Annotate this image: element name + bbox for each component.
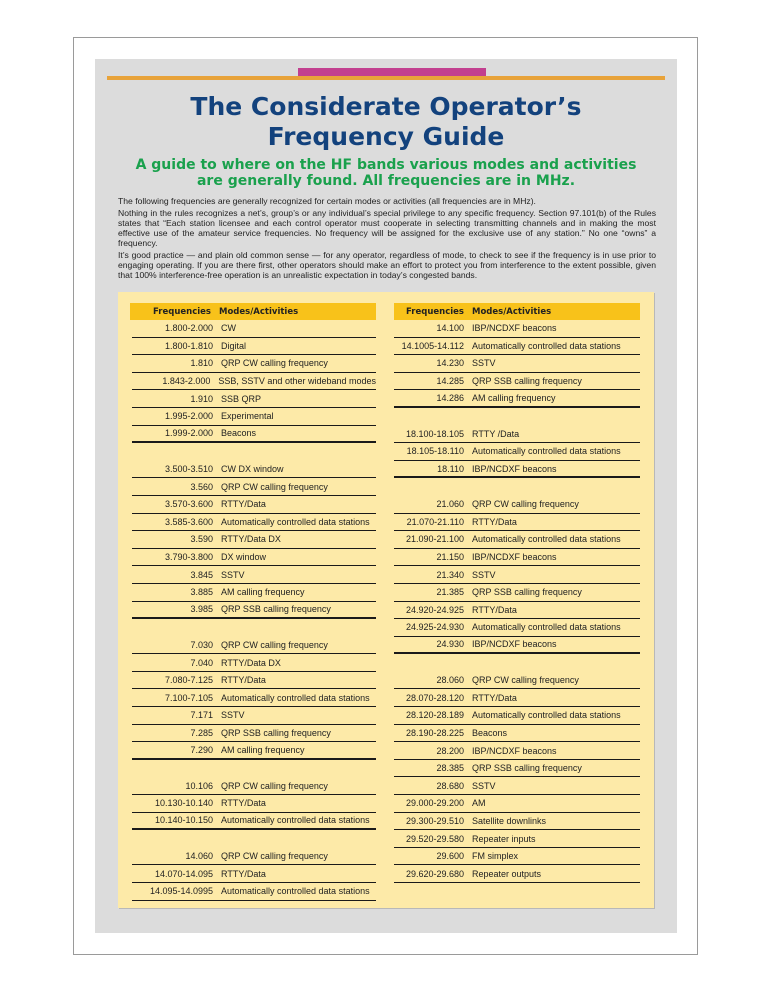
left-column [118,303,384,901]
accent-bar [298,68,486,76]
table-row [132,672,376,690]
mode-cell: QRP CW calling frequency [472,675,579,686]
title-line-2: Frequency Guide [267,122,505,151]
table-row [132,725,376,743]
frequency-cell: 3.570-3.600 [164,499,213,510]
header-frequencies: Frequencies [153,306,211,317]
table-header [130,303,376,320]
table-row [132,566,376,584]
table-row [394,672,640,690]
table-row [394,549,640,567]
mode-cell: Automatically controlled data stations [221,516,370,527]
frequency-cell: 28.200 [436,745,464,756]
frequency-cell: 3.500-3.510 [164,464,213,475]
mode-cell: Repeater inputs [472,833,536,844]
mode-cell: IBP/NCDXF beacons [472,552,557,563]
mode-cell: Automatically controlled data stations [472,446,621,457]
frequency-cell: 18.110 [437,463,464,474]
table-row [132,813,376,831]
header-modes: Modes/Activities [219,306,299,317]
header-modes: Modes/Activities [472,306,552,317]
table-row [132,654,376,672]
table-row [394,707,640,725]
mode-cell: QRP CW calling frequency [472,499,579,510]
frequency-cell: 28.680 [436,780,464,791]
right-column [394,303,648,883]
table-row [394,531,640,549]
frequency-cell: 29.620-29.680 [405,868,464,879]
mode-cell: Repeater outputs [472,868,542,879]
table-row [394,514,640,532]
mode-cell: SSTV [221,710,245,721]
mode-cell: Automatically controlled data stations [221,886,370,897]
frequency-cell: 28.120-28.189 [405,710,464,721]
frequency-cell: 10.130-10.140 [154,798,213,809]
mode-cell: Automatically controlled data stations [221,692,370,703]
mode-cell: QRP CW calling frequency [221,358,328,369]
mode-cell: IBP/NCDXF beacons [472,463,557,474]
table-row [132,830,376,848]
frequency-cell: 14.230 [436,358,464,369]
intro-paragraph: The following frequencies are generally recognized for certain modes or activities (all frequencies are in MHz). [118,196,536,206]
table-row [394,742,640,760]
frequency-cell: 21.385 [436,587,464,598]
frequency-cell: 7.040 [190,657,213,668]
frequency-cell: 21.070-21.110 [406,516,464,527]
mode-cell: Digital [221,340,247,351]
table-header [394,303,640,320]
frequency-cell: 14.070-14.095 [154,868,213,879]
table-row [132,760,376,778]
intro-text [118,196,656,282]
frequency-cell: 7.080-7.125 [164,675,213,686]
table-row [132,531,376,549]
table-row [394,584,640,602]
mode-cell: Satellite downlinks [472,815,547,826]
frequency-cell: 28.385 [436,763,464,774]
table-row [132,637,376,655]
frequency-cell: 1.800-2.000 [164,323,213,334]
table-row [394,373,640,391]
frequency-cell: 24.925-24.930 [405,622,464,633]
mode-cell: AM calling frequency [221,745,305,756]
frequency-cell: 3.985 [190,604,213,615]
table-row [132,865,376,883]
table-row [394,637,640,655]
mode-cell: Automatically controlled data stations [221,815,370,826]
frequency-cell: 29.600 [436,851,464,862]
frequency-cell: 7.171 [190,710,213,721]
table-row [394,338,640,356]
subtitle-line-1: A guide to where on the HF bands various modes and activities [135,157,637,173]
frequency-cell: 29.520-29.580 [405,833,464,844]
table-row [132,338,376,356]
intro-paragraph: It’s good practice — and plain old common sense — for any operator, regardless of mode, to check to see if the frequency is in use prior to engaging operating. If you are there first, other operators should make an effort to protect you from interference to the extent possible, given that 100% interference-free operation is an unrealistic expectation in today’s congested bands. [118,250,656,280]
table-row [132,584,376,602]
table-row [132,390,376,408]
mode-cell: FM simplex [472,851,519,862]
mode-cell: RTTY/Data [221,868,266,879]
table-row [132,602,376,620]
table-row [394,813,640,831]
frequency-cell: 24.930 [436,639,464,650]
table-row [132,496,376,514]
table-row [132,320,376,338]
frequency-cell: 14.060 [185,851,213,862]
table-row [132,777,376,795]
table-row [132,707,376,725]
mode-cell: RTTY/Data [221,499,266,510]
mode-cell: RTTY /Data [472,428,520,439]
mode-cell: QRP CW calling frequency [221,481,328,492]
table-row [132,355,376,373]
mode-cell: IBP/NCDXF beacons [472,745,557,756]
table-row [394,478,640,496]
mode-cell: Beacons [472,727,508,738]
subtitle [110,157,662,189]
table-row [132,742,376,760]
table-row [132,373,376,391]
subtitle-line-2: are generally found. All frequencies are in MHz. [196,173,576,189]
mode-cell: SSTV [472,358,496,369]
table-row [394,320,640,338]
mode-cell: QRP SSB calling frequency [472,376,582,387]
frequency-cell: 18.100-18.105 [405,428,464,439]
table-row [394,461,640,479]
table-row [132,426,376,444]
table-row [132,408,376,426]
frequency-cell: 24.920-24.925 [405,604,464,615]
frequency-cell: 18.105-18.110 [406,446,464,457]
mode-cell: SSTV [472,780,496,791]
table-row [394,848,640,866]
table-row [394,760,640,778]
frequency-cell: 3.590 [190,534,213,545]
frequency-cell: 21.060 [436,499,464,510]
mode-cell: IBP/NCDXF beacons [472,323,557,334]
frequency-cell: 1.810 [190,358,213,369]
frequency-cell: 29.300-29.510 [405,815,464,826]
page-title [95,92,677,152]
mode-cell: Automatically controlled data stations [472,710,621,721]
frequency-cell: 10.140-10.150 [154,815,213,826]
mode-cell: RTTY/Data [472,516,517,527]
mode-cell: QRP CW calling frequency [221,639,328,650]
table-row [132,549,376,567]
table-row [394,426,640,444]
table-row [394,443,640,461]
frequency-cell: 14.1005-14.112 [401,340,464,351]
mode-cell: SSB, SSTV and other wideband modes [218,376,376,387]
frequency-cell: 28.070-28.120 [405,692,464,703]
mode-cell: RTTY/Data DX [221,534,281,545]
mode-cell: Automatically controlled data stations [472,622,621,633]
frequency-cell: 1.995-2.000 [164,411,213,422]
frequency-cell: 21.340 [436,569,464,580]
table-row [394,795,640,813]
table-row [132,514,376,532]
table-row [394,777,640,795]
frequency-cell: 1.800-1.810 [164,340,213,351]
mode-cell: Beacons [221,428,257,439]
frequency-cell: 3.885 [190,587,213,598]
table-row [394,689,640,707]
mode-cell: QRP SSB calling frequency [221,727,331,738]
frequency-cell: 21.090-21.100 [405,534,464,545]
mode-cell: SSTV [221,569,245,580]
frequency-cell: 3.560 [190,481,213,492]
table-row [394,830,640,848]
rule-bar [107,76,665,80]
frequency-cell: 3.790-3.800 [164,552,213,563]
table-row [394,408,640,426]
frequency-cell: 14.100 [436,323,464,334]
table-row [394,654,640,672]
frequency-cell: 7.285 [190,727,213,738]
mode-cell: QRP SSB calling frequency [472,587,582,598]
mode-cell: CW [221,323,236,334]
frequency-cell: 28.190-28.225 [405,727,464,738]
mode-cell: AM [472,798,486,809]
frequency-cell: 29.000-29.200 [405,798,464,809]
mode-cell: QRP CW calling frequency [221,780,328,791]
frequency-cell: 10.106 [185,780,213,791]
frequency-cell: 14.285 [436,376,464,387]
frequency-cell: 1.999-2.000 [164,428,213,439]
intro-paragraph: Nothing in the rules recognizes a net’s, group’s or any individual’s special privilege to any specific frequency. Section 97.101(b) of the Rules states that “Each station licensee and each control operator must cooperate in selecting transmitting channels and in making the most effective use of the amateur service frequencies. No frequency will be assigned for the exclusive use of any station.” No one “owns” a frequency. [118,208,656,248]
frequency-cell: 14.286 [436,393,464,404]
table-row [394,602,640,620]
table-row [394,390,640,408]
table-row [394,355,640,373]
table-row [132,883,376,901]
frequency-cell: 28.060 [436,675,464,686]
frequency-cell: 21.150 [436,552,464,563]
mode-cell: SSTV [472,569,496,580]
table-row [132,478,376,496]
mode-cell: Automatically controlled data stations [472,340,621,351]
mode-cell: AM calling frequency [472,393,556,404]
mode-cell: IBP/NCDXF beacons [472,639,557,650]
mode-cell: SSB QRP [221,393,262,404]
frequency-cell: 3.585-3.600 [164,516,213,527]
table-row [132,848,376,866]
table-row [132,443,376,461]
table-row [394,865,640,883]
mode-cell: RTTY/Data [221,798,266,809]
mode-cell: AM calling frequency [221,587,305,598]
frequency-cell: 1.910 [190,393,213,404]
mode-cell: DX window [221,552,267,563]
mode-cell: QRP SSB calling frequency [221,604,331,615]
frequency-cell: 7.290 [190,745,213,756]
mode-cell: RTTY/Data [472,604,517,615]
mode-cell: Automatically controlled data stations [472,534,621,545]
frequency-cell: 3.845 [190,569,213,580]
frequency-cell: 7.030 [190,639,213,650]
table-row [132,795,376,813]
frequency-cell: 7.100-7.105 [164,692,213,703]
table-row [132,689,376,707]
header-frequencies: Frequencies [406,306,464,317]
mode-cell: RTTY/Data [221,675,266,686]
mode-cell: Experimental [221,411,274,422]
table-row [394,566,640,584]
table-row [132,461,376,479]
table-row [394,496,640,514]
table-row [394,619,640,637]
frequency-cell: 1.843-2.000 [162,376,211,387]
frequency-table [118,292,654,908]
mode-cell: QRP CW calling frequency [221,851,328,862]
mode-cell: RTTY/Data [472,692,517,703]
mode-cell: RTTY/Data DX [221,657,281,668]
table-row [132,619,376,637]
mode-cell: CW DX window [221,464,284,475]
table-row [394,725,640,743]
mode-cell: QRP SSB calling frequency [472,763,582,774]
title-line-1: The Considerate Operator’s [190,92,582,121]
frequency-cell: 14.095-14.0995 [149,886,213,897]
